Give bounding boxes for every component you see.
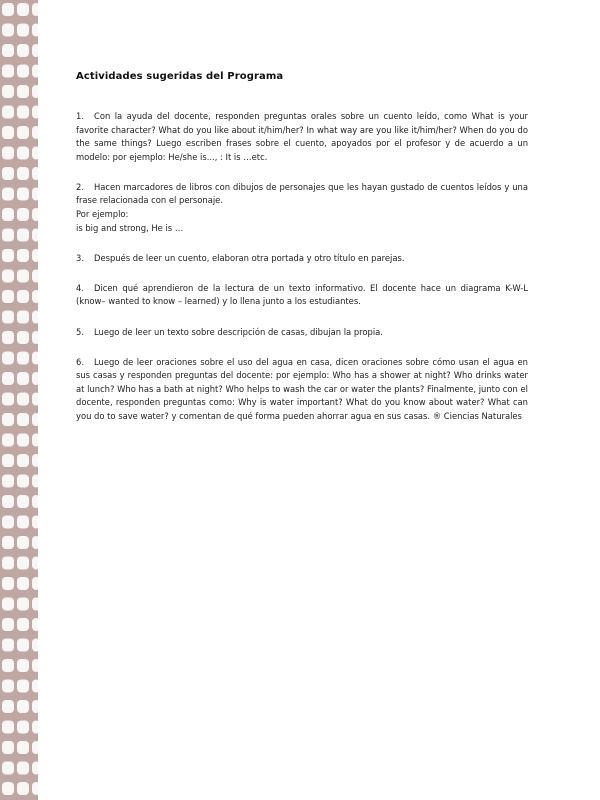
strip-dot xyxy=(32,782,38,795)
activity-item-5 xyxy=(76,326,528,340)
strip-dot xyxy=(2,741,14,754)
strip-dot xyxy=(32,208,38,221)
strip-dot xyxy=(2,270,14,283)
strip-dot xyxy=(32,167,38,180)
strip-dot xyxy=(32,598,38,611)
activity-text: Hacen marcadores de libros con dibujos de personajes que les hayan gustado de cuentos leídos y una frase relacionada con el personaje. xyxy=(76,181,528,206)
strip-dot xyxy=(32,24,38,37)
strip-dot xyxy=(32,311,38,324)
strip-dot xyxy=(32,352,38,365)
decorative-side-strip xyxy=(0,0,38,800)
strip-dot xyxy=(32,659,38,672)
strip-dot xyxy=(17,270,29,283)
strip-dot xyxy=(32,516,38,529)
strip-dot xyxy=(2,639,14,652)
strip-dot xyxy=(17,393,29,406)
strip-dot xyxy=(2,700,14,713)
activity-number: 4. xyxy=(76,282,84,293)
document-body xyxy=(76,71,528,440)
strip-dot xyxy=(17,126,29,139)
strip-dot xyxy=(32,106,38,119)
strip-dot xyxy=(17,782,29,795)
activity-number: 6. xyxy=(76,356,84,367)
strip-dot xyxy=(2,475,14,488)
activity-item-4 xyxy=(76,282,528,309)
strip-dot xyxy=(17,516,29,529)
activity-number: 3. xyxy=(76,252,84,263)
activity-item-1 xyxy=(76,110,528,164)
strip-dot xyxy=(17,700,29,713)
strip-dot xyxy=(32,3,38,16)
strip-dot xyxy=(32,229,38,242)
strip-dot xyxy=(17,229,29,242)
strip-dot xyxy=(17,721,29,734)
strip-dot xyxy=(17,680,29,693)
strip-dot xyxy=(17,659,29,672)
strip-dot xyxy=(2,659,14,672)
strip-dot xyxy=(17,454,29,467)
strip-dot xyxy=(32,413,38,426)
strip-dot xyxy=(17,741,29,754)
strip-dot xyxy=(32,331,38,344)
strip-dot xyxy=(32,393,38,406)
strip-dot xyxy=(17,536,29,549)
activity-number: 5. xyxy=(76,326,84,337)
strip-dot xyxy=(2,393,14,406)
strip-dot xyxy=(32,147,38,160)
strip-dot xyxy=(17,249,29,262)
strip-dot xyxy=(32,577,38,590)
strip-dot xyxy=(32,434,38,447)
strip-dot xyxy=(2,24,14,37)
strip-dot xyxy=(17,331,29,344)
strip-dot xyxy=(17,24,29,37)
strip-dot xyxy=(2,85,14,98)
activity-item-6 xyxy=(76,356,528,424)
strip-dot xyxy=(32,372,38,385)
strip-dot xyxy=(17,475,29,488)
strip-dot xyxy=(32,762,38,775)
strip-dot xyxy=(17,413,29,426)
strip-dot xyxy=(2,44,14,57)
activity-text: Luego de leer oraciones sobre el uso del agua en casa, dicen oraciones sobre cómo usan el agua en sus casas y responden preguntas del docente: por ejemplo: Who has a shower at night? Who drinks water at lunch? Who has a bath at night? Who helps to wash the car or water the plants? Finalmente, junto con el docente, responden preguntas como: Why is water important? What do you know about water? What can you do to save water? y comentan de qué forma pueden ahorrar agua en sus casas. ® Ciencias Naturales xyxy=(76,356,528,421)
strip-dot xyxy=(17,352,29,365)
activity-number: 1. xyxy=(76,111,84,121)
activity-text: Dicen qué aprendieron de la lectura de un texto informativo. El docente hace un diagrama K-W-L (know– wanted to know – learned) y lo llena junto a los estudiantes. xyxy=(76,282,528,307)
strip-dot xyxy=(32,721,38,734)
strip-dot xyxy=(17,495,29,508)
strip-dot xyxy=(2,434,14,447)
strip-dot xyxy=(2,598,14,611)
strip-dot xyxy=(32,618,38,631)
strip-dot xyxy=(32,557,38,570)
strip-dot xyxy=(17,618,29,631)
strip-dot xyxy=(2,536,14,549)
activity-text: Después de leer un cuento, elaboran otra portada y otro título en parejas. xyxy=(94,252,405,263)
strip-dot xyxy=(17,208,29,221)
strip-dot xyxy=(32,700,38,713)
activity-item-3 xyxy=(76,252,528,266)
strip-dot xyxy=(17,188,29,201)
activity-item-2 xyxy=(76,181,528,235)
strip-dot xyxy=(17,3,29,16)
strip-dot xyxy=(2,372,14,385)
strip-dot xyxy=(17,85,29,98)
strip-dot xyxy=(2,618,14,631)
strip-dot xyxy=(32,290,38,303)
strip-dot xyxy=(17,311,29,324)
strip-dot xyxy=(2,352,14,365)
strip-dot xyxy=(2,208,14,221)
activity-text: Con la ayuda del docente, responden preguntas orales sobre un cuento leído, como What is your favorite character? What do you like about it/him/her? In what way are you like it/him/her? When do you do the same things? Luego escriben frases sobre el cuento, apoyados por el profesor y de acuerdo a un modelo: por ejemplo: He/she is..., : It is …etc. xyxy=(76,111,528,162)
strip-dot xyxy=(32,741,38,754)
strip-dot xyxy=(17,106,29,119)
strip-dot xyxy=(2,167,14,180)
strip-dot xyxy=(32,44,38,57)
strip-dot xyxy=(2,3,14,16)
strip-dot xyxy=(32,454,38,467)
strip-dot xyxy=(17,762,29,775)
strip-dot xyxy=(2,516,14,529)
strip-dot xyxy=(17,44,29,57)
strip-dot xyxy=(17,557,29,570)
strip-dot xyxy=(32,270,38,283)
strip-dot xyxy=(32,85,38,98)
strip-dot xyxy=(32,495,38,508)
strip-dot xyxy=(2,680,14,693)
strip-dot xyxy=(32,65,38,78)
strip-dot xyxy=(2,557,14,570)
strip-dot xyxy=(2,454,14,467)
strip-dot xyxy=(2,413,14,426)
example-label: Por ejemplo: xyxy=(76,209,129,220)
strip-dot xyxy=(2,147,14,160)
strip-dot xyxy=(32,680,38,693)
strip-dot xyxy=(32,639,38,652)
strip-dot xyxy=(2,331,14,344)
example-text: is big and strong, He is … xyxy=(76,222,184,233)
strip-dot xyxy=(2,577,14,590)
strip-dot xyxy=(2,229,14,242)
strip-dot xyxy=(32,249,38,262)
strip-dot xyxy=(17,167,29,180)
strip-dot xyxy=(32,475,38,488)
strip-dot xyxy=(2,495,14,508)
strip-dot xyxy=(2,311,14,324)
strip-dot xyxy=(2,188,14,201)
page-title: Actividades sugeridas del Programa xyxy=(76,71,284,82)
strip-dot xyxy=(2,126,14,139)
strip-dot xyxy=(32,126,38,139)
dot-pattern xyxy=(0,0,38,800)
strip-dot xyxy=(17,434,29,447)
strip-dot xyxy=(17,598,29,611)
strip-dot xyxy=(2,65,14,78)
strip-dot xyxy=(17,639,29,652)
strip-dot xyxy=(2,762,14,775)
strip-dot xyxy=(17,147,29,160)
strip-dot xyxy=(32,188,38,201)
activity-number: 2. xyxy=(76,181,84,192)
strip-dot xyxy=(17,290,29,303)
strip-dot xyxy=(2,106,14,119)
strip-dot xyxy=(2,249,14,262)
activity-text: Luego de leer un texto sobre descripción de casas, dibujan la propia. xyxy=(94,326,383,337)
strip-dot xyxy=(32,536,38,549)
strip-dot xyxy=(17,65,29,78)
strip-dot xyxy=(17,372,29,385)
strip-dot xyxy=(2,721,14,734)
strip-dot xyxy=(2,782,14,795)
strip-dot xyxy=(17,577,29,590)
strip-dot xyxy=(2,290,14,303)
